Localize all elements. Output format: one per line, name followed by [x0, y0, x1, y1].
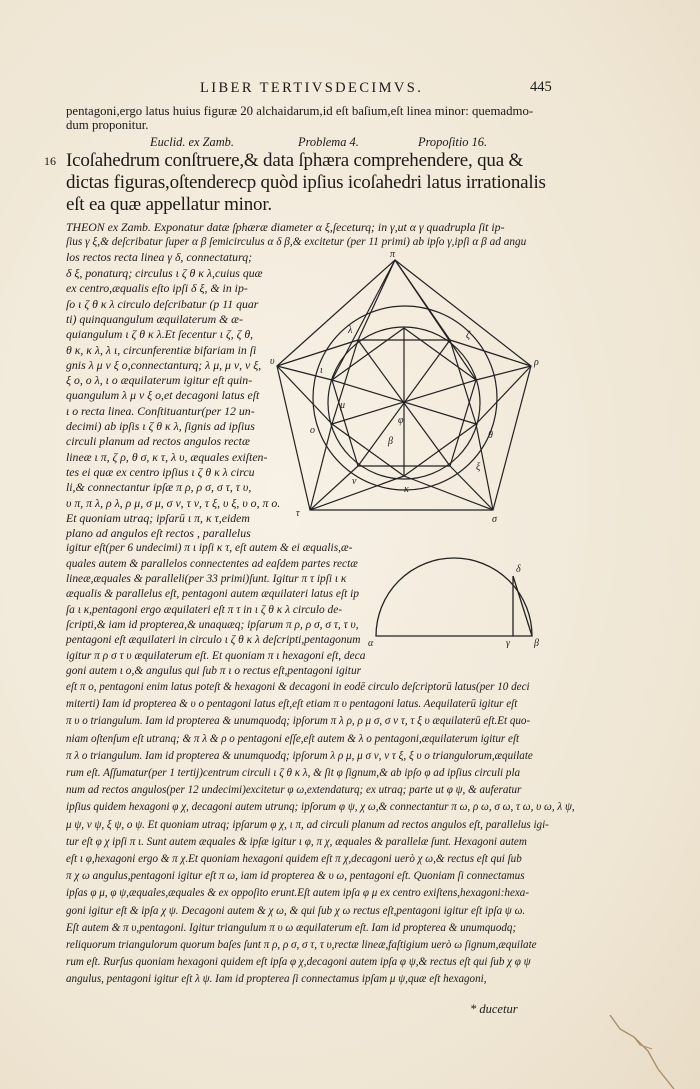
semicircle-figure	[368, 548, 548, 648]
proposition-line: dictas figuras,oſtenderecp quòd ipſius icoſahedri latus irrationalis	[66, 172, 546, 193]
fig-label: κ	[404, 484, 409, 495]
body-line: π υ ο triangulum. Iam id propterea & unumquodq; ipſorum π λ ρ, ρ μ σ, σ ν τ, τ ξ υ æquilaterū eſt.Et quo-	[66, 715, 531, 728]
fig-label-bottom-left: τ	[296, 508, 300, 519]
fig-label: μ	[340, 400, 346, 411]
left-column-line: gnis λ μ ν ξ ο,connectanturq; λ μ, μ ν, ν ξ,	[66, 357, 262, 372]
heading-source: Euclid. ex Zamb.	[150, 135, 234, 149]
page-crack	[600, 1015, 690, 1089]
semicircle-label: δ	[516, 564, 521, 575]
body-line: goni igitur eſt & ipſa χ ψ. Decagoni autem & χ ω, & qui ſub χ ω rectus eſt,pentagoni igitur eſt ipſa ψ ω.	[66, 904, 526, 917]
theon-line: los rectos recta linea γ δ, connectaturq;	[66, 250, 253, 264]
fig-label: β	[388, 436, 393, 447]
fig-label-right: ρ	[534, 357, 539, 368]
left-column-line: igitur eſt(per 6 undecimi) π ι ipſi κ τ, eſt autem & ei æqualis,æ-	[66, 542, 353, 555]
left-column-line: δ ξ, ponaturq; circulus ι ζ θ κ λ,cuius quæ	[66, 266, 263, 280]
body-line: eſt ι φ,hexagoni ergo & π χ.Et quoniam hexagoni quidem eſt π χ,decagoni uerò χ ω,& rectus eſt qui ſub	[66, 853, 522, 865]
running-header	[200, 80, 550, 97]
fig-label: ζ	[466, 330, 471, 341]
left-column-line: igitur π ρ σ τ υ æquilaterum eſt. Et quoniam π ι hexagoni eſt, deca	[66, 649, 366, 662]
left-column-line: ſa ι κ,pentagoni ergo æquilateri eſt π τ in ι ζ θ κ λ circulo de-	[66, 603, 343, 616]
body-line: num ad rectos angulos(per 12 undecimi)excitetur φ ω,extendaturq; ex utraq; parte ut φ ψ, & auferatur	[66, 784, 522, 797]
left-column-line: tes ei quæ ex centro ipſius ι ζ θ κ λ circu	[66, 464, 255, 479]
page-number: 445	[530, 79, 552, 95]
body-line: π λ ο triangulum. Iam id propterea & unumquodq; ipſorum λ ρ μ, μ σ ν, ν τ ξ, ξ υ ο triangulorum,æquilate	[66, 749, 533, 762]
fig-label: ξ	[476, 462, 481, 473]
left-column-line: æqualis & parallelus eſt, pentagoni autem æquilateri latus eſt ip	[66, 588, 359, 601]
margin-mark: 16	[44, 154, 56, 168]
left-column-line: li,& connectantur ipſæ π ρ, ρ σ, σ τ, τ υ,	[66, 480, 252, 495]
body-line: μ ψ, ν ψ, ξ ψ, ο ψ. Et quoniam utraq; ipſarum φ χ, ι π, ad circuli planum ad rectos angulos eſt, parallelus igi-	[66, 818, 549, 831]
left-column-line: ti) quinquangulum æquilaterum & æ-	[66, 311, 243, 326]
left-column-line: lineæ ι π, ζ ρ, θ σ, κ τ, λ υ, æquales exiſten-	[66, 449, 268, 464]
fig-label-left: υ	[270, 356, 275, 367]
left-column-line: ex centro,æqualis eſto ipſi δ ξ, & in ip-	[66, 281, 248, 296]
heading-proposition: Propoſitio 16.	[418, 135, 488, 149]
left-column-line: υ π, π λ, ρ λ, ρ μ, σ μ, σ ν, τ ν, τ ξ, υ ξ, υ ο, π ο.	[66, 495, 281, 510]
left-column-line: plano ad angulos eſt rectos , parallelus	[66, 526, 251, 541]
body-line: ipſius quidem hexagoni φ χ, decagoni autem utrunq; ipſorum φ ψ, χ ω,& connectantur π ω, ρ ω, σ ω, τ ω, υ ω, λ ψ,	[66, 801, 575, 814]
left-column-line: quangulum λ μ ν ξ ο,et decagoni latus eſt	[66, 388, 260, 403]
theon-line: ſius γ ξ,& deſcribatur ſuper α β ſemicirculus α δ β,& excitetur (per 11 primi) ab ipſo γ,ipſi α β ad angu	[66, 236, 527, 248]
semicircle-label: β	[534, 638, 539, 648]
left-column-line: quales autem & parallelos connectentes ad eaſdem partes rectæ	[66, 557, 358, 570]
left-column-line: Et quoniam utraq; ipſarū ι π, κ τ,eidem	[66, 510, 250, 525]
fig-label: φ	[398, 415, 404, 426]
body-line: π χ ω angulus,pentagoni igitur eſt π ω, iam id propterea & υ ω, pentagoni eſt. Quoniam ſi connectamus	[66, 870, 525, 883]
body-line: reliquorum triangulorum quorum baſes ſunt π ρ, ρ σ, σ τ, τ υ,rectæ lineæ,faſtigium uerò ω ſignum,æquilate	[66, 939, 537, 951]
catchword: * ducetur	[470, 1002, 518, 1016]
left-column-line: quiangulum ι ζ θ κ λ.Et ſecentur ι ζ, ζ θ,	[66, 327, 254, 342]
fig-label: θ	[488, 430, 493, 441]
left-column-line: θ κ, κ λ, λ ι, circunferentiæ bifariam in ſi	[66, 342, 257, 357]
left-column-line: ſo ι ζ θ κ λ circulo deſcribatur (p 11 quar	[66, 296, 259, 311]
left-column-line: ſcripti,& iam id propterea,& unaquæq; ipſarum π ρ, ρ σ, σ τ, τ υ,	[66, 618, 359, 631]
fig-label: ι	[320, 365, 323, 376]
fig-label: ο	[310, 425, 315, 436]
left-column-line: ι ο recta linea. Conſtituantur(per 12 un-	[66, 403, 255, 418]
body-line: eſt π ο, pentagoni enim latus poteſt & hexagoni & decagoni in eodē circulo deſcriptorū latus(per 10 deci	[66, 681, 530, 693]
theon-line: THEON ex Zamb. Exponatur datæ ſphæræ diameter α ξ,ſeceturq; in γ,ut α γ quadrupla ſit ip-	[66, 220, 505, 234]
left-column-line: pentagoni eſt æquilateri in circulo ι ζ θ κ λ deſcripti,pentagonum	[66, 634, 361, 647]
fig-label-bottom-right: σ	[492, 514, 497, 525]
body-line: angulus, pentagoni igitur eſt λ ψ. Iam id propterea ſi connectamus ipſam μ ψ,quæ eſt hexagoni,	[66, 973, 487, 986]
semicircle-label: γ	[506, 638, 510, 648]
left-column-line: circuli planum ad rectos angulos rectæ	[66, 434, 250, 449]
running-title: LIBER TERTIVSDECIMVS.	[200, 80, 424, 96]
catchword-text: ducetur	[479, 1002, 518, 1016]
semicircle-label: α	[368, 638, 374, 648]
fig-label-top: π	[390, 249, 396, 260]
body-line: miterti) Iam id propterea & υ ο pentagoni latus eſt,eſt etiam π υ pentagoni latus. Aequilaterū igitur eſt	[66, 698, 518, 711]
intro-line: dum proponitur.	[66, 118, 149, 132]
body-line: tur eſt φ χ ipſi π ι. Sunt autem æquales & ipſæ igitur ι φ, π χ, æquales & parallelæ ſunt. Hexagoni autem	[66, 835, 527, 848]
left-column-line: decimi) ab ipſis ι ζ θ κ λ, ſignis ad ipſius	[66, 419, 255, 433]
proposition-line: Icoſahedrum conſtruere,& data ſphæra comprehendere, qua &	[66, 150, 524, 171]
left-column-line: goni autem ι ο,& angulus qui ſub π ι ο rectus eſt,pentagoni igitur	[66, 664, 362, 677]
body-line: rum eſt. Aſſumatur(per 1 tertij)centrum circuli ι ζ θ κ λ, & ſit φ ſignum,& ab ipſo φ ad ipſius circuli pla	[66, 767, 521, 779]
body-line: niam oſtenſum eſt utranq; & π λ & ρ ο pentagoni eſſe,eſt autem & λ ο pentagoni,æquilaterum igitur eſt	[66, 732, 520, 745]
intro-line: pentagoni,ergo latus huius figuræ 20 alchaidarum,id eſt baſium,eſt linea minor: quemadmo-	[66, 104, 534, 118]
left-column-line: ξ ο, ο λ, ι ο æquilaterum igitur eſt quin-	[66, 373, 253, 388]
body-line: Eſt autem & π υ,pentagoni. Igitur triangulum π υ ω æquilaterum eſt. Iam id propterea & unumquodq;	[66, 921, 517, 934]
fig-label: λ	[348, 325, 353, 336]
proposition-line: eſt ea quæ appellatur minor.	[66, 194, 272, 215]
icosahedron-figure	[270, 248, 550, 528]
fig-label: ν	[352, 476, 357, 487]
left-column-line: lineæ,æquales & paralleli(per 33 primi)ſunt. Igitur π τ ipſi ι κ	[66, 573, 347, 585]
heading-problem: Problema 4.	[298, 135, 359, 149]
body-line: ipſas φ μ, φ ψ,æquales,æquales & ex oppoſito erunt.Eſt autem ipſa φ μ ex centro exiſtens,hexagoni:hexa-	[66, 887, 530, 900]
body-line: rum eſt. Rurſus quoniam hexagoni quidem eſt ipſa φ χ,decagoni autem ipſa φ ψ,& rectus eſt qui ſub χ φ ψ	[66, 956, 531, 969]
